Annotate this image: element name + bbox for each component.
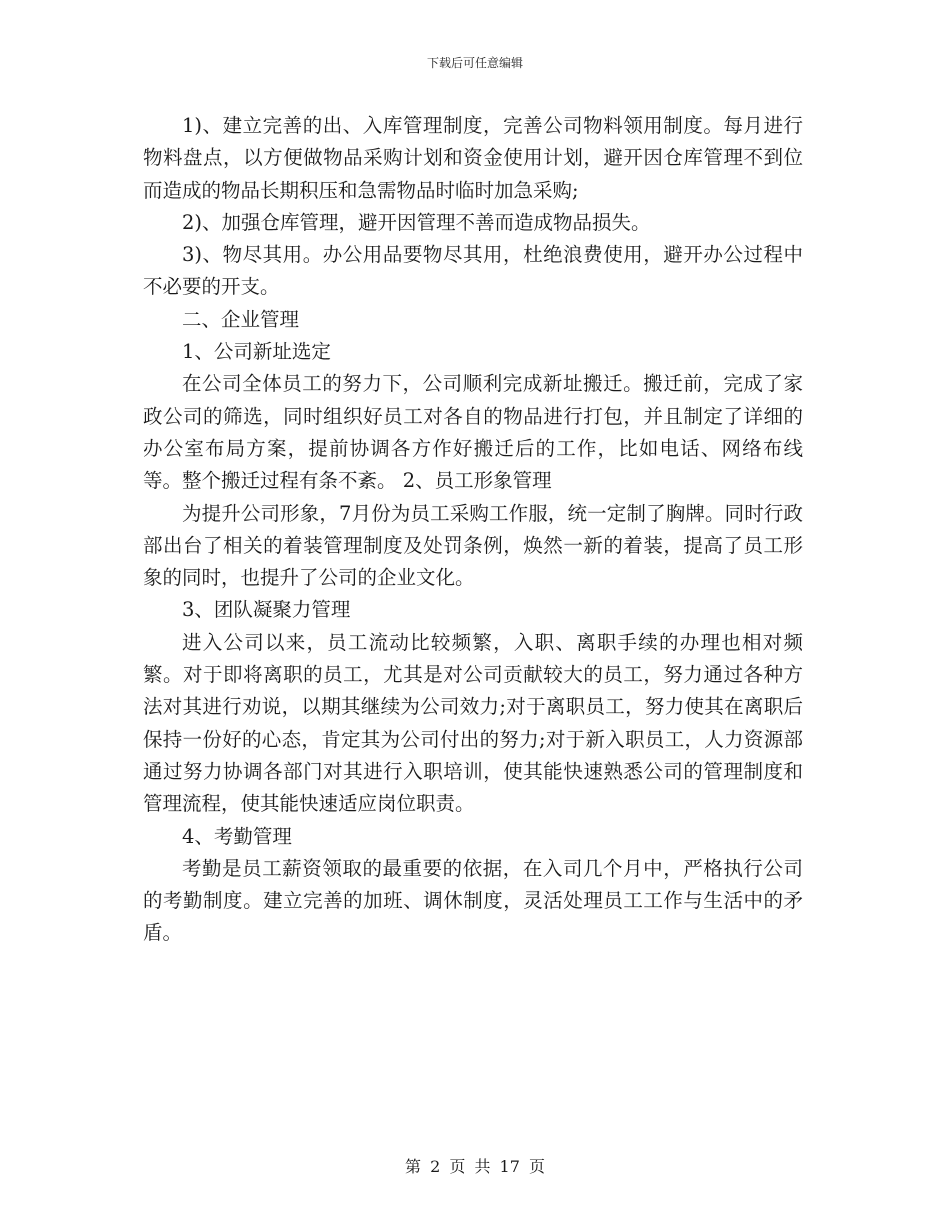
paragraph-team-cohesion: 进入公司以来，员工流动比较频繁，入职、离职手续的办理也相对频繁。对于即将离职的员工，尤其是对公司贡献较大的员工，努力通过各种方法对其进行劝说，以期其继续为公司效力;对于离职员工，努力使其在离职后保持一份好的心态，肯定其为公司付出的努力;对于新入职员工，人力资源部通过努力协调各部门对其进行入职培训，使其能快速熟悉公司的管理制度和管理流程，使其能快速适应岗位职责。 — [143, 630, 803, 816]
paragraph-warehouse-system: 1)、建立完善的出、入库管理制度，完善公司物料领用制度。每月进行物料盘点，以方便做物品采购计划和资金使用计划，避开因仓库管理不到位而造成的物品长期积压和急需物品时临时加急采购; — [143, 114, 803, 202]
document-body — [143, 110, 803, 950]
paragraph-warehouse-management: 2)、加强仓库管理，避开因管理不善而造成物品损失。 — [182, 210, 651, 234]
paragraph-attendance: 考勤是员工薪资领取的最重要的依据，在入司几个月中，严格执行公司的考勤制度。建立完善的加班、调休制度，灵活处理员工工作与生活中的矛盾。 — [143, 856, 803, 945]
subheading-attendance: 4、考勤管理 — [182, 824, 292, 848]
subheading-team-cohesion: 3、团队凝聚力管理 — [182, 598, 351, 622]
page-header: 下载后可任意编辑 — [426, 56, 523, 70]
paragraph-relocation: 在公司全体员工的努力下，公司顺利完成新址搬迁。搬迁前，完成了家政公司的筛选，同时组织好员工对各自的物品进行打包，并且制定了详细的办公室布局方案，提前协调各方作好搬迁后的工作，比如电话、网络布线等。整个搬迁过程有条不紊。 2、员工形象管理 — [143, 372, 803, 493]
paragraph-staff-image: 为提升公司形象，7月份为员工采购工作服，统一定制了胸牌。同时行政部出台了相关的着装管理制度及处罚条例，焕然一新的着装，提高了员工形象的同时，也提升了公司的企业文化。 — [143, 501, 803, 590]
page-number: 第 2 页 共 17 页 — [405, 1157, 545, 1176]
subheading-new-site: 1、公司新址选定 — [182, 340, 331, 364]
paragraph-make-full-use: 3)、物尽其用。办公用品要物尽其用，杜绝浪费使用，避开办公过程中不必要的开支。 — [143, 243, 803, 299]
section-heading-enterprise-management: 二、企业管理 — [182, 307, 300, 331]
